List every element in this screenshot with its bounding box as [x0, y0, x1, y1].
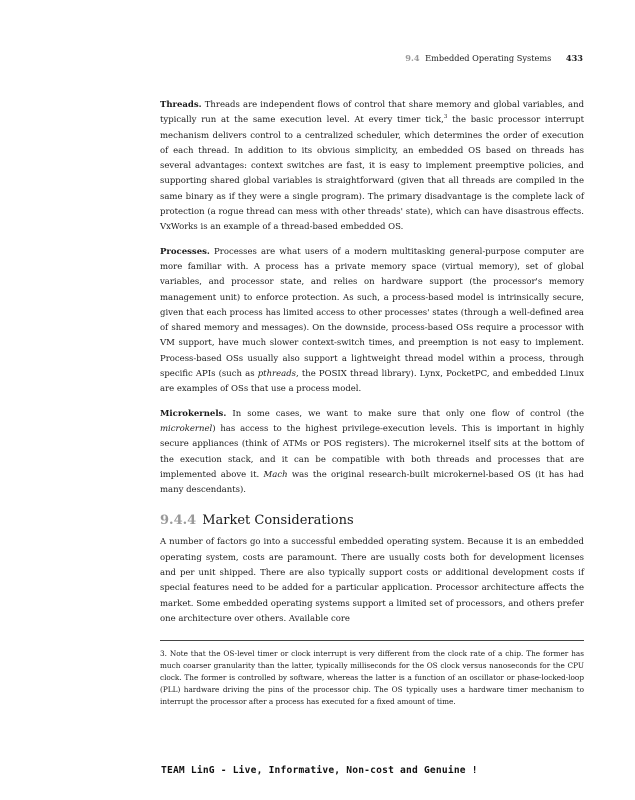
page-number: 433 [565, 53, 583, 63]
paragraph-threads [160, 98, 584, 236]
footnote-marker[interactable]: 3 [443, 114, 448, 121]
paragraph-microkernels [160, 407, 584, 499]
body-text [160, 98, 584, 636]
header-section-number: 9.4 [405, 53, 420, 63]
microkernels-text-a: In some cases, we want to make sure that only one flow of control (the [232, 408, 584, 419]
paragraph-processes [160, 245, 584, 398]
microkernels-italic-b: Mach [263, 469, 288, 480]
section-number: 9.4.4 [160, 513, 197, 529]
microkernels-italic-a: microkernel [160, 423, 213, 434]
threads-text-b: the basic processor interrupt mechanism delivers control to a centralized scheduler, which determines the order of execution of each thread. In addition to its obvious simplicity, an embedded OS based on threads has several advantages: context switches are fast, it is easy to implement preemptive policies, and supporting shared global variables is straightforward (given that all threads are compiled in the same binary as if they were a single program). The primary disadvantage is the complete lack of protection (a rogue thread can mess with other threads' state), which can have disastrous effects. VxWorks is an example of a thread-based embedded OS. [160, 115, 584, 233]
processes-italic: pthreads [257, 369, 297, 380]
microkernels-text-c: was the original research-built microkernel-based OS (it has had many descendants). [160, 469, 584, 496]
running-header [405, 53, 583, 63]
microkernels-text-b: ) has access to the highest privilege-execution levels. This is important in highly secure appliances (think of ATMs or POS registers). The microkernel itself sits at the bottom of the execution stack, and it can be compatible with both threads and processes that are implemented above it. [160, 423, 584, 480]
paragraph-market: A number of factors go into a successful embedded operating system. Because it is an embedded operating system, costs are paramount. There are usually costs both for development licenses and per unit shipped. There are also typically support costs or additional development costs if special features need to be added for a particular application. Processor architecture affects the market. Some embedded operating systems support a limited set of processors, and others prefer one architecture over others. Available core [160, 537, 584, 624]
section-heading [160, 512, 584, 529]
microkernels-heading: Microkernels. [160, 408, 227, 419]
threads-heading: Threads. [160, 100, 202, 110]
threads-text-a: Threads are independent flows of control that share memory and global variables, and typically run at the same execution level. At every timer tick, [160, 100, 585, 126]
processes-text-b: , the POSIX thread library). Lynx, PocketPC, and embedded Linux are examples of OSs that use a process model. [160, 369, 584, 395]
section-title: Market Considerations [202, 513, 354, 529]
header-title: Embedded Operating Systems [425, 53, 552, 63]
footnote: 3. Note that the OS-level timer or clock interrupt is very different from the clock rate of a chip. The former has much coarser granularity than the latter, typically milliseconds for the OS clock versus nanoseconds for the CPU clock. The former is controlled by software, whereas the latter is a function of an oscillator or phase-locked-loop (PLL) hardware driving the pins of the processor chip. The OS typically uses a hardware timer mechanism to interrupt the processor after a process has executed for a fixed amount of time. [160, 649, 584, 706]
footnote-rule [160, 640, 584, 641]
processes-text-a: Processes are what users of a modern multitasking general-purpose computer are more familiar with. A process has a private memory space (virtual memory), set of global variables, and processor state, and relies on hardware support (the processor's memory management unit) to enforce protection. As such, a process-based model is intrinsically secure, given that each process has limited access to other processes' states (through a well-defined area of shared memory and messages). On the downside, process-based OSs require a processor with VM support, have much slower context-switch times, and preemption is not easy to implement. Process-based OSs usually also support a lightweight thread model within a process, through specific APIs (such as [160, 246, 585, 380]
team-ling-banner: TEAM LinG - Live, Informative, Non-cost and Genuine ! [161, 765, 478, 776]
processes-heading: Processes. [160, 246, 210, 257]
